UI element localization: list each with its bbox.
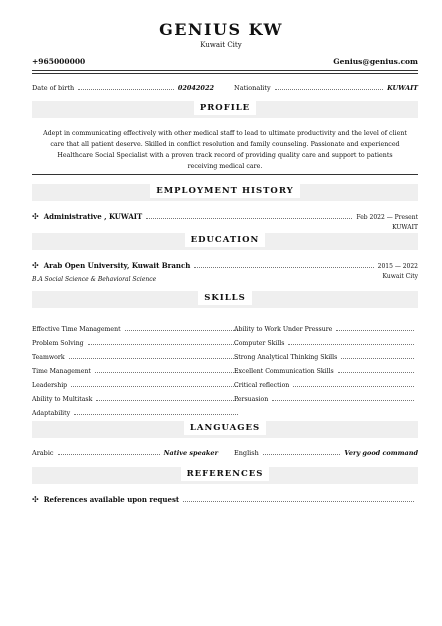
references-leader: [183, 501, 414, 502]
skill-item: Ability to Multitask: [32, 389, 242, 403]
skill-item: Problem Solving: [32, 333, 242, 347]
skill-item: Adaptability: [32, 403, 242, 417]
dob-label: Date of birth: [32, 84, 75, 92]
nationality-value: KUWAIT: [387, 84, 418, 92]
skill-item: Time Management: [32, 361, 242, 375]
education-degree: B.A Social Science & Behavioral Science: [32, 276, 157, 283]
section-divider: [32, 174, 418, 175]
education-dates: 2015 — 2022: [377, 263, 418, 270]
language-item: [234, 449, 418, 457]
skill-item: Effective Time Management: [32, 319, 242, 333]
language-name: English: [234, 449, 259, 457]
dob-leader: [78, 89, 174, 90]
language-leader: [58, 454, 160, 455]
skills-right-column: [234, 319, 418, 403]
nationality-row: [234, 84, 418, 92]
education-heading: EDUCATION: [32, 235, 418, 245]
employment-heading: EMPLOYMENT HISTORY: [32, 186, 418, 196]
education-item: [32, 261, 418, 270]
bullet-icon: ✣: [32, 212, 39, 221]
education-school: Arab Open University, Kuwait Branch: [43, 261, 191, 270]
employment-location: KUWAIT: [392, 224, 418, 231]
language-item: [32, 449, 218, 457]
language-leader: [263, 454, 341, 455]
bullet-icon: ✣: [32, 261, 39, 270]
references-text: References available upon request: [43, 495, 180, 504]
references-item: [32, 495, 418, 504]
resume-name: GENIUS KW: [159, 20, 283, 39]
skill-item: Persuasion: [234, 389, 418, 403]
education-leader: [194, 267, 373, 268]
bullet-icon: ✣: [32, 495, 39, 504]
skill-item: Strong Analytical Thinking Skills: [234, 347, 418, 361]
employment-leader: [146, 218, 352, 219]
profile-text: Adept in communicating effectively with other medical staff to lead to ultimate productivity and the level of client care that all patient deserve. Skilled in conflict resolution and family counseling. Passionate and experienced Healthcare Social Specialist with a proven track record of providing quality care and support to patients receiving medical care.: [43, 130, 407, 170]
header-divider: [32, 70, 418, 71]
skills-heading: SKILLS: [32, 293, 418, 303]
employment-item: [32, 212, 418, 221]
language-name: Arabic: [32, 449, 54, 457]
header-divider-2: [32, 73, 418, 74]
languages-heading: LANGUAGES: [32, 423, 418, 433]
employment-role: Administrative , KUWAIT: [43, 212, 143, 221]
skills-left-column: [32, 319, 242, 417]
skill-item: Ability to Work Under Pressure: [234, 319, 418, 333]
dob-row: [32, 84, 214, 92]
dob-value: 02042022: [177, 84, 214, 92]
skill-item: Critical reflection: [234, 375, 418, 389]
profile-heading: PROFILE: [32, 103, 418, 113]
nationality-leader: [275, 89, 383, 90]
email-address: Genius@genius.com: [333, 57, 418, 66]
nationality-label: Nationality: [234, 84, 271, 92]
skill-item: Teamwork: [32, 347, 242, 361]
education-location: Kuwait City: [382, 273, 418, 280]
skill-item: Leadership: [32, 375, 242, 389]
language-level: Very good command: [344, 449, 418, 457]
resume-city: Kuwait City: [200, 41, 242, 49]
skill-item: Computer Skills: [234, 333, 418, 347]
skill-item: Excellent Communication Skills: [234, 361, 418, 375]
references-heading: REFERENCES: [32, 469, 418, 479]
phone-number: +965000000: [32, 57, 86, 66]
employment-dates: Feb 2022 — Present: [356, 214, 418, 221]
language-level: Native speaker: [163, 449, 218, 457]
